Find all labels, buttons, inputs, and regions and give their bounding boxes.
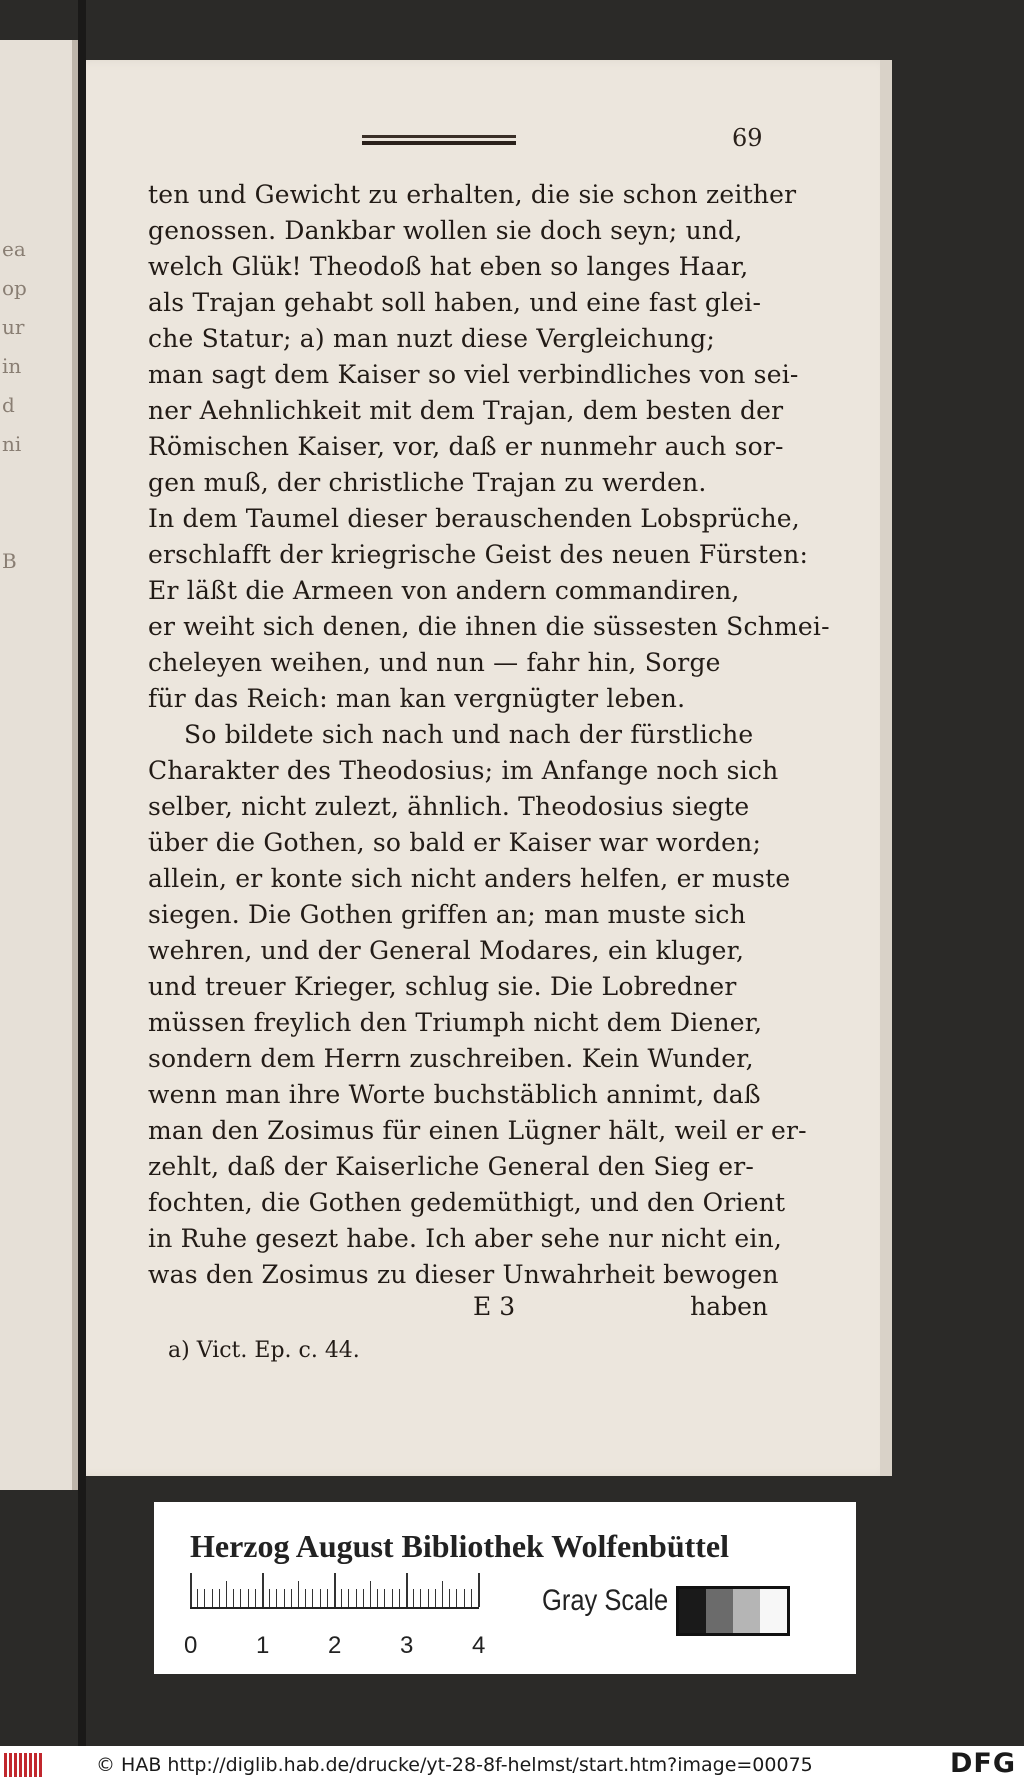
text-line: man sagt dem Kaiser so viel verbindliches von sei- bbox=[148, 360, 799, 389]
gray-scale-label: Gray Scale bbox=[542, 1584, 669, 1617]
left-fragment: ni bbox=[2, 432, 22, 456]
text-line: Charakter des Theodosius; im Anfange noch sich bbox=[148, 756, 779, 785]
gray-swatch bbox=[679, 1589, 706, 1633]
text-line: für das Reich: man kan vergnügter leben. bbox=[148, 684, 686, 713]
text-line: ner Aehnlichkeit mit dem Trajan, dem besten der bbox=[148, 396, 784, 425]
ruler-tick bbox=[428, 1589, 429, 1607]
page-edge-strip bbox=[880, 60, 892, 1476]
page-body-text bbox=[148, 177, 830, 1293]
ruler-tick bbox=[356, 1589, 357, 1607]
left-fragment: ur bbox=[2, 315, 25, 339]
ruler-tick bbox=[334, 1573, 336, 1607]
ruler-label: 3 bbox=[400, 1632, 414, 1659]
footer-copyright-link[interactable]: © HAB http://diglib.hab.de/drucke/yt-28-8f-helmst/start.htm?image=00075 bbox=[96, 1754, 813, 1776]
ruler-tick bbox=[320, 1589, 321, 1607]
ruler-tick bbox=[327, 1589, 328, 1607]
left-fragment: B bbox=[2, 549, 17, 573]
ruler-tick bbox=[305, 1589, 306, 1607]
left-page-edge bbox=[0, 40, 78, 1490]
ruler-tick bbox=[269, 1589, 270, 1607]
ruler-tick bbox=[456, 1589, 457, 1607]
catchline bbox=[148, 1292, 768, 1328]
text-line: gen muß, der christliche Trajan zu werden. bbox=[148, 468, 707, 497]
ruler-tick bbox=[248, 1589, 249, 1607]
gray-scale-swatch bbox=[676, 1586, 790, 1636]
ruler-tick bbox=[298, 1581, 299, 1607]
text-line: sondern dem Herrn zuschreiben. Kein Wunder, bbox=[148, 1044, 754, 1073]
header-ornament bbox=[362, 135, 516, 147]
ruler-baseline bbox=[190, 1607, 479, 1609]
text-line: selber, nicht zulezt, ähnlich. Theodosius siegte bbox=[148, 792, 750, 821]
ruler-tick bbox=[226, 1581, 227, 1607]
ruler-tick bbox=[363, 1589, 364, 1607]
text-line: fochten, die Gothen gedemüthigt, und den Orient bbox=[148, 1188, 786, 1217]
ruler-label: 0 bbox=[184, 1632, 198, 1659]
footer-bar bbox=[0, 1746, 1024, 1784]
text-line: und treuer Krieger, schlug sie. Die Lobredner bbox=[148, 972, 737, 1001]
left-fragment bbox=[2, 503, 72, 542]
ruler-tick bbox=[449, 1589, 450, 1607]
ruler-tick bbox=[413, 1589, 414, 1607]
ruler-tick bbox=[464, 1589, 465, 1607]
ruler-tick bbox=[341, 1589, 342, 1607]
text-line: siegen. Die Gothen griffen an; man muste sich bbox=[148, 900, 746, 929]
footnote: a) Vict. Ep. c. 44. bbox=[168, 1338, 360, 1363]
ruler-tick bbox=[312, 1589, 313, 1607]
barcode-icon bbox=[4, 1753, 44, 1777]
left-fragment bbox=[2, 464, 72, 503]
gray-swatch bbox=[706, 1589, 733, 1633]
ruler-tick bbox=[190, 1573, 192, 1607]
ruler-tick bbox=[291, 1589, 292, 1607]
ruler-tick bbox=[262, 1573, 264, 1607]
text-line: in Ruhe gesezt habe. Ich aber sehe nur nicht ein, bbox=[148, 1224, 783, 1253]
ruler-tick bbox=[197, 1589, 198, 1607]
ruler-tick bbox=[442, 1581, 443, 1607]
left-page-fragments bbox=[2, 230, 72, 581]
ruler-label: 1 bbox=[256, 1632, 270, 1659]
left-fragment: op bbox=[2, 276, 27, 300]
ruler-tick bbox=[284, 1589, 285, 1607]
text-line: als Trajan gehabt soll haben, und eine fast glei- bbox=[148, 288, 762, 317]
book-spine bbox=[78, 0, 86, 1784]
ruler-tick bbox=[233, 1589, 234, 1607]
text-line: In dem Taumel dieser berauschenden Lobsprüche, bbox=[148, 504, 800, 533]
ruler-tick bbox=[219, 1589, 220, 1607]
text-line: Er läßt die Armeen von andern commandiren, bbox=[148, 576, 740, 605]
left-fragment: in bbox=[2, 354, 22, 378]
ruler-tick bbox=[471, 1589, 472, 1607]
text-line: welch Glük! Theodoß hat eben so langes Haar, bbox=[148, 252, 749, 281]
ruler-tick bbox=[204, 1589, 205, 1607]
ruler-tick bbox=[392, 1589, 393, 1607]
gray-swatch bbox=[733, 1589, 760, 1633]
book-page bbox=[86, 60, 892, 1476]
library-title: Herzog August Bibliothek Wolfenbüttel bbox=[190, 1528, 730, 1564]
text-line: So bildete sich nach und nach der fürstliche bbox=[184, 720, 754, 749]
text-line: was den Zosimus zu dieser Unwahrheit bewogen bbox=[148, 1260, 779, 1289]
text-line: über die Gothen, so bald er Kaiser war worden; bbox=[148, 828, 762, 857]
ruler-label: 2 bbox=[328, 1632, 342, 1659]
ruler-tick bbox=[212, 1589, 213, 1607]
text-line: allein, er konte sich nicht anders helfen, er muste bbox=[148, 864, 791, 893]
ruler-tick bbox=[399, 1589, 400, 1607]
catchword: haben bbox=[690, 1292, 768, 1321]
text-line: zehlt, daß der Kaiserliche General den Sieg er- bbox=[148, 1152, 755, 1181]
left-fragment: d bbox=[2, 393, 15, 417]
ruler-label: 4 bbox=[472, 1632, 486, 1659]
ruler-tick bbox=[370, 1581, 371, 1607]
library-color-card bbox=[154, 1502, 856, 1674]
dfg-logo: DFG bbox=[949, 1748, 1016, 1779]
ruler-tick bbox=[255, 1589, 256, 1607]
ruler-tick bbox=[377, 1589, 378, 1607]
text-line: genossen. Dankbar wollen sie doch seyn; und, bbox=[148, 216, 743, 245]
text-line: er weiht sich denen, die ihnen die süssesten Schmei- bbox=[148, 612, 830, 641]
page-number: 69 bbox=[732, 124, 763, 152]
text-line: müssen freylich den Triumph nicht dem Diener, bbox=[148, 1008, 763, 1037]
ruler-tick bbox=[478, 1573, 480, 1607]
ruler-tick bbox=[348, 1589, 349, 1607]
ruler-tick bbox=[276, 1589, 277, 1607]
text-line: che Statur; a) man nuzt diese Vergleichung; bbox=[148, 324, 716, 353]
signature-mark: E 3 bbox=[473, 1292, 516, 1321]
text-line: man den Zosimus für einen Lügner hält, weil er er- bbox=[148, 1116, 807, 1145]
text-line: wehren, und der General Modares, ein kluger, bbox=[148, 936, 745, 965]
ruler-tick bbox=[240, 1589, 241, 1607]
text-line: erschlafft der kriegrische Geist des neuen Fürsten: bbox=[148, 540, 809, 569]
ruler-tick bbox=[435, 1589, 436, 1607]
text-line: wenn man ihre Worte buchstäblich annimt, daß bbox=[148, 1080, 761, 1109]
ruler-tick bbox=[420, 1589, 421, 1607]
left-fragment: ea bbox=[2, 237, 26, 261]
ruler-tick bbox=[406, 1573, 408, 1607]
gray-swatch bbox=[760, 1589, 787, 1633]
text-line: cheleyen weihen, und nun — fahr hin, Sorge bbox=[148, 648, 721, 677]
text-line: Römischen Kaiser, vor, daß er nunmehr auch sor- bbox=[148, 432, 784, 461]
text-line: ten und Gewicht zu erhalten, die sie schon zeither bbox=[148, 180, 797, 209]
ruler-tick bbox=[384, 1589, 385, 1607]
